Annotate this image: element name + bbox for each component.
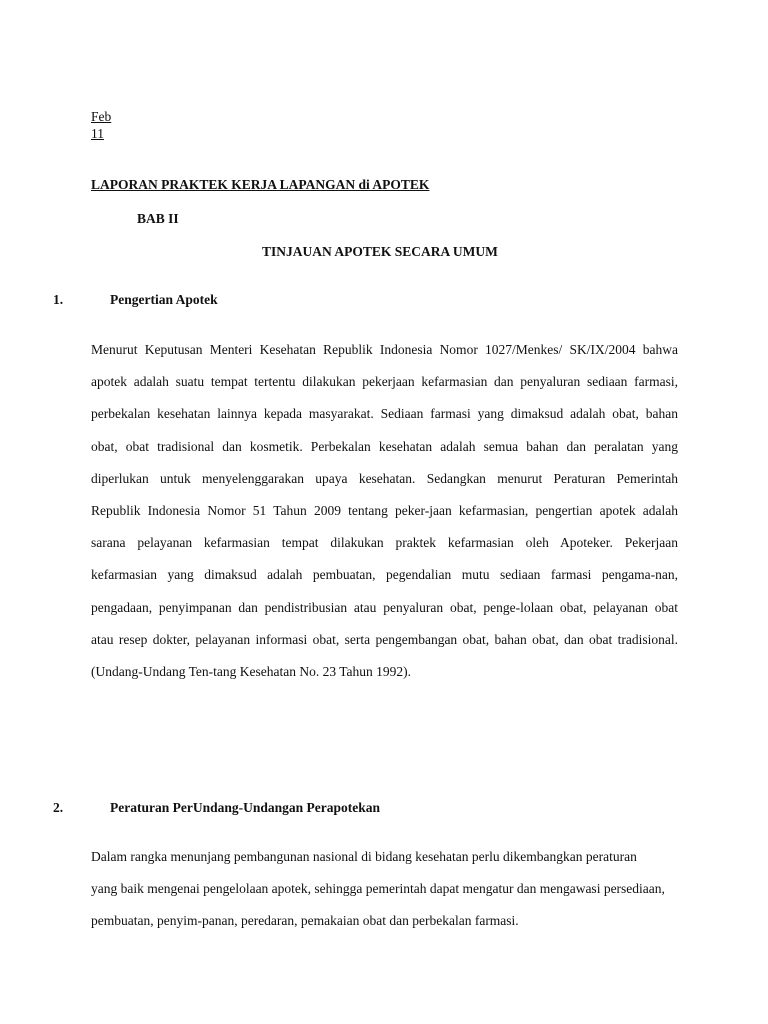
chapter-title: TINJAUAN APOTEK SECARA UMUM — [262, 244, 498, 259]
date-day-link[interactable]: 11 — [91, 126, 104, 141]
paragraph-line: Menurut Keputusan Menteri Kesehatan Republik Indonesia Nomor 1027/Menkes/ SK/IX/2004 bahwa — [91, 342, 678, 357]
paragraph-line: perbekalan kesehatan lainnya kepada masyarakat. Sediaan farmasi yang dimaksud adalah obat, bahan — [91, 406, 678, 422]
paragraph-line: atau resep dokter, pelayanan informasi obat, serta pengembangan obat, bahan obat, dan obat tradisional. — [91, 631, 678, 647]
chapter-label: BAB II — [137, 211, 179, 226]
paragraph-line: Republik Indonesia Nomor 51 Tahun 2009 tentang peker-jaan kefarmasian, pengertian apotek adalah — [91, 503, 678, 519]
paragraph-line: diperlukan untuk menyelenggarakan upaya kesehatan. Sedangkan menurut Peraturan Pemerintah — [91, 470, 678, 486]
paragraph-line: obat, obat tradisional dan kosmetik. Perbekalan kesehatan adalah semua bahan dan peralatan yang — [91, 438, 678, 454]
section-1-heading: Pengertian Apotek — [110, 292, 218, 307]
paragraph-line: pembuatan, penyim-panan, peredaran, pemakaian obat dan perbekalan farmasi. — [91, 913, 519, 929]
section-2-paragraph — [91, 841, 678, 938]
paragraph-line: yang baik mengenai pengelolaan apotek, sehingga pemerintah dapat mengatur dan mengawasi persediaan, — [91, 881, 665, 897]
report-title[interactable]: LAPORAN PRAKTEK KERJA LAPANGAN di APOTEK — [91, 177, 430, 192]
section-2-number: 2. — [53, 800, 64, 815]
paragraph-line: kefarmasian yang dimaksud adalah pembuatan, pegendalian mutu sediaan farmasi pengama-nan, — [91, 567, 678, 583]
date-month-link[interactable]: Feb — [91, 109, 112, 124]
paragraph-line: Dalam rangka menunjang pembangunan nasional di bidang kesehatan perlu dikembangkan peraturan — [91, 849, 637, 864]
paragraph-line: pengadaan, penyimpanan dan pendistribusian atau penyaluran obat, penge-lolaan obat, pelayanan obat — [91, 599, 678, 615]
paragraph-line: sarana pelayanan kefarmasian tempat dilakukan praktek kefarmasian oleh Apoteker. Pekerjaan — [91, 535, 678, 551]
paragraph-line: apotek adalah suatu tempat tertentu dilakukan pekerjaan kefarmasian dan penyaluran sediaan farmasi, — [91, 374, 678, 390]
section-1-paragraph — [91, 334, 678, 688]
paragraph-line: (Undang-Undang Ten-tang Kesehatan No. 23 Tahun 1992). — [91, 664, 412, 680]
section-1-number: 1. — [53, 292, 64, 307]
section-2-heading: Peraturan PerUndang-Undangan Perapotekan — [110, 800, 381, 815]
